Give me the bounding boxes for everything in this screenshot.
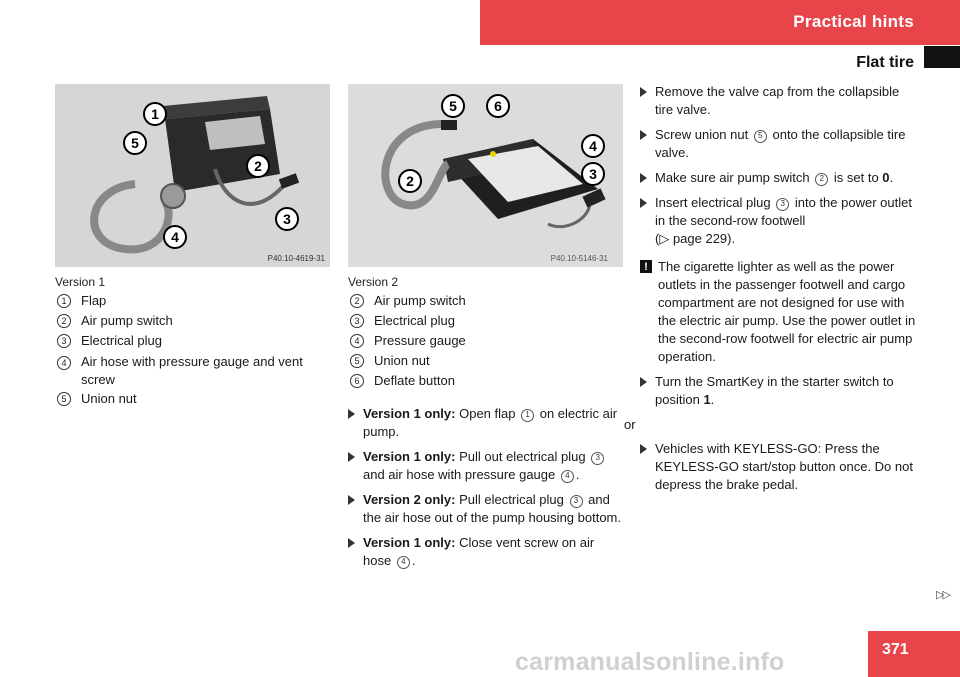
- figure1-legend: [55, 291, 325, 409]
- callout-5: 5: [131, 135, 139, 151]
- legend-item: [55, 291, 325, 311]
- warning-note: [640, 258, 918, 366]
- ref-number: 5: [754, 130, 767, 143]
- figure2-legend: [348, 291, 618, 391]
- warning-icon: !: [640, 260, 652, 273]
- step-arrow-icon: [640, 198, 647, 208]
- legend-text: Pressure gauge: [374, 333, 466, 348]
- legend-text: Union nut: [374, 353, 430, 368]
- step-insert-plug: Insert electrical plug 3 into the power outlet in the second-row footwell (▷ page 229).: [640, 194, 918, 248]
- legend-item: [55, 311, 325, 331]
- step-arrow-icon: [640, 173, 647, 183]
- callout-2: 2: [406, 173, 414, 189]
- middle-steps: [348, 405, 626, 577]
- legend-text: Electrical plug: [374, 313, 455, 328]
- callout-6: 6: [494, 98, 502, 114]
- callout-3: 3: [283, 211, 291, 227]
- step-arrow-icon: [640, 130, 647, 140]
- figure-air-pump-version-2: [348, 84, 623, 267]
- step-remove-valve-cap: Remove the valve cap from the collapsible tire valve.: [640, 83, 918, 119]
- step-arrow-icon: [640, 87, 647, 97]
- callout-4: 4: [171, 229, 179, 245]
- step-check-switch: Make sure air pump switch 2 is set to 0.: [640, 169, 918, 187]
- step-arrow-icon: [640, 444, 647, 454]
- header-tab-marker: [924, 46, 960, 68]
- legend-number: 5: [350, 354, 364, 368]
- legend-text: Flap: [81, 293, 107, 308]
- legend-item: [55, 389, 325, 409]
- right-steps: [624, 83, 918, 501]
- legend-number: 5: [57, 392, 71, 406]
- warning-text: The cigarette lighter as well as the power outlets in the passenger footwell and cargo compartment are not designed for use with the electric air pump. Use the power outlet in the second-row footwell for electric air pump operation.: [658, 259, 916, 364]
- legend-item: [55, 353, 325, 389]
- continue-arrows-icon: ▷▷: [936, 589, 949, 601]
- step-turn-smartkey: Turn the SmartKey in the starter switch to position 1.: [640, 373, 918, 409]
- legend-text: Union nut: [81, 391, 137, 406]
- ref-number: 3: [776, 198, 789, 211]
- figure2-caption: Version 2: [348, 275, 399, 289]
- legend-text: Air pump switch: [81, 313, 173, 328]
- step-arrow-icon: [348, 409, 355, 419]
- legend-item: [348, 331, 618, 351]
- legend-number: 2: [57, 314, 71, 328]
- page-reference: (▷ page 229).: [655, 231, 736, 246]
- legend-number: 6: [350, 374, 364, 388]
- legend-number: 3: [57, 334, 71, 348]
- legend-number: 2: [350, 294, 364, 308]
- legend-text: Electrical plug: [81, 333, 162, 348]
- legend-item: [348, 351, 618, 371]
- step-arrow-icon: [640, 377, 647, 387]
- legend-item: [348, 371, 618, 391]
- or-text: or: [624, 417, 636, 432]
- legend-number: 1: [57, 294, 71, 308]
- legend-number: 3: [350, 314, 364, 328]
- page-number: 371: [882, 641, 909, 658]
- step-arrow-icon: [348, 452, 355, 462]
- step-close-vent-screw: Version 1 only: Close vent screw on air hose 4 .: [348, 534, 626, 570]
- legend-item: [348, 291, 618, 311]
- ref-number: 4: [397, 556, 410, 569]
- callout-2: 2: [254, 158, 262, 174]
- figure-code: P40.10-4619-31: [267, 254, 325, 263]
- step-arrow-icon: [348, 495, 355, 505]
- step-keyless-go: Vehicles with KEYLESS-GO: Press the KEYLESS-GO start/stop button once. Do not depress the brake pedal.: [640, 440, 918, 494]
- ref-number: 4: [561, 470, 574, 483]
- step-screw-union-nut: Screw union nut 5 onto the collapsible tire valve.: [640, 126, 918, 162]
- ref-number: 2: [815, 173, 828, 186]
- legend-text: Deflate button: [374, 373, 455, 388]
- legend-text: Air pump switch: [374, 293, 466, 308]
- ref-number: 3: [570, 495, 583, 508]
- callout-4: 4: [589, 138, 597, 154]
- legend-item: [55, 331, 325, 351]
- callout-3: 3: [589, 166, 597, 182]
- figure-air-pump-version-1: [55, 84, 330, 267]
- figure1-caption: Version 1: [55, 275, 106, 289]
- callout-5: 5: [449, 98, 457, 114]
- step-pull-out-plug: Version 1 only: Pull out electrical plug 3 and air hose with pressure gauge 4 .: [348, 448, 626, 484]
- legend-number: 4: [57, 356, 71, 370]
- ref-number: 1: [521, 409, 534, 422]
- callout-1: 1: [151, 106, 159, 122]
- watermark: carmanualsonline.info: [515, 648, 785, 676]
- legend-item: [348, 311, 618, 331]
- legend-text: Air hose with pressure gauge and vent screw: [81, 354, 303, 387]
- step-open-flap: Version 1 only: Open flap 1 on electric air pump.: [348, 405, 626, 441]
- legend-number: 4: [350, 334, 364, 348]
- ref-number: 3: [591, 452, 604, 465]
- step-arrow-icon: [348, 538, 355, 548]
- section-title: Practical hints: [793, 12, 914, 31]
- figure-code: P40.10-5146-31: [550, 254, 608, 263]
- step-pull-electrical-plug: Version 2 only: Pull electrical plug 3 and the air hose out of the pump housing bottom.: [348, 491, 626, 527]
- page-title: Flat tire: [856, 54, 914, 71]
